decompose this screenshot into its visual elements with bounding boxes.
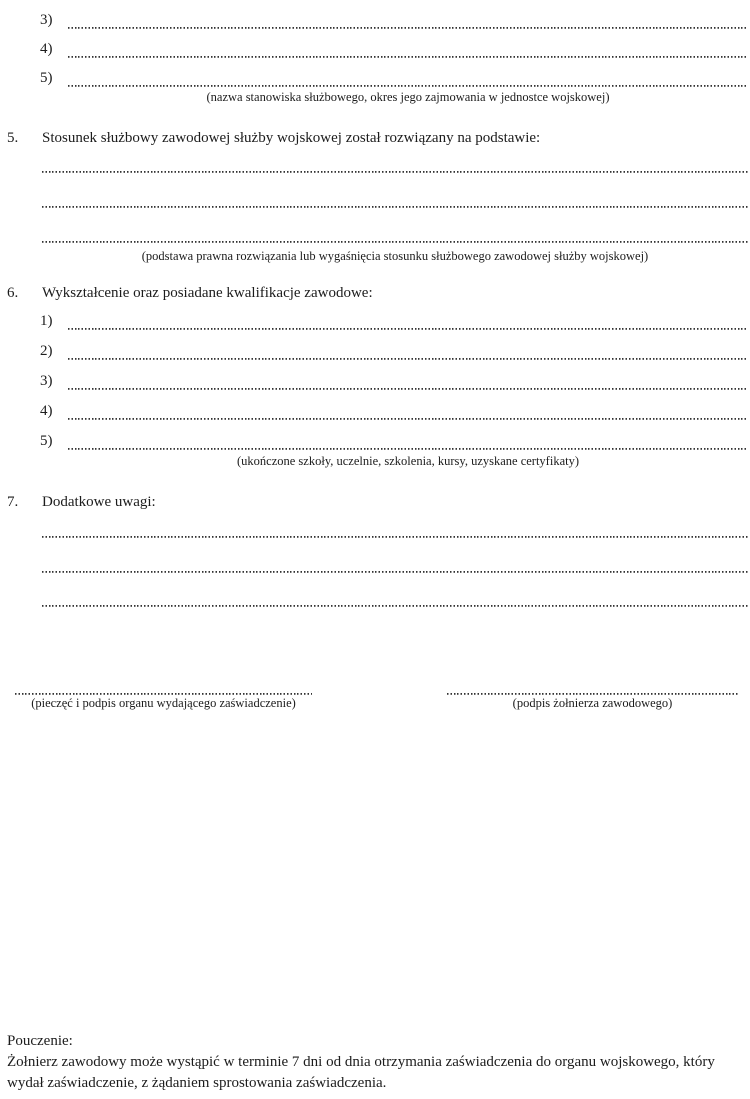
- section-header: [0, 128, 750, 148]
- section-6: [0, 283, 750, 468]
- fill-in-line-row: [0, 390, 750, 420]
- fill-in-line-row: [0, 303, 750, 330]
- section-header: [0, 492, 750, 512]
- dotted-fill-line: [68, 345, 748, 360]
- fill-in-line-row: [0, 148, 750, 173]
- item-number-label: 2): [40, 343, 53, 359]
- fill-in-line-row: [0, 208, 750, 243]
- section-header: [0, 283, 750, 303]
- item-number-label: 4): [40, 41, 53, 57]
- field-caption: (podstawa prawna rozwiązania lub wygaśnięcia stosunku służbowego zawodowej służby wojskowej): [141, 249, 649, 263]
- dotted-fill-line: [68, 14, 748, 29]
- fill-in-line-row: [0, 538, 750, 573]
- section-number: 5.: [7, 130, 19, 146]
- dotted-fill-line: [68, 43, 748, 58]
- dotted-fill-line: [68, 375, 748, 390]
- section-title: Stosunek służbowy zawodowej służby wojskowej został rozwiązany na podstawie:: [42, 130, 541, 146]
- section-title: Dodatkowe uwagi:: [42, 494, 156, 510]
- section-7: [0, 492, 750, 607]
- soldier-signature-caption: (podpis żołnierza zawodowego): [512, 696, 673, 710]
- issuer-signature-line: [15, 678, 312, 695]
- fill-in-line-row: [0, 0, 750, 29]
- dotted-fill-line: [42, 193, 748, 208]
- dotted-fill-line: [42, 592, 748, 607]
- field-caption: (nazwa stanowiska służbowego, okres jego zajmowania w jednostce wojskowej): [206, 90, 610, 104]
- item-number-label: 3): [40, 12, 53, 28]
- soldier-signature: [447, 678, 738, 710]
- dotted-fill-line: [68, 315, 748, 330]
- fill-in-line-row: [0, 29, 750, 58]
- field-caption: (ukończone szkoły, uczelnie, szkolenia, kursy, uzyskane certyfikaty): [237, 454, 579, 468]
- issuer-signature: [15, 678, 312, 710]
- dotted-fill-line: [68, 72, 748, 87]
- item-number-label: 3): [40, 373, 53, 389]
- section-5: [0, 128, 750, 263]
- notice-body: Żołnierz zawodowy może wystąpić w terminie 7 dni od dnia otrzymania zaświadczenia do organu wojskowego, który wydał zaświadczenie, z żądaniem sprostowania zaświadczenia.: [7, 1054, 715, 1091]
- notice-block: [0, 1031, 750, 1094]
- soldier-signature-line: [447, 678, 738, 695]
- item-number-label: 5): [40, 70, 53, 86]
- dotted-fill-line: [42, 558, 748, 573]
- dotted-fill-line: [68, 435, 748, 450]
- item-number-label: 5): [40, 433, 53, 449]
- fill-in-line-row: [0, 573, 750, 607]
- dotted-fill-line: [42, 523, 748, 538]
- fill-in-line-row: [0, 173, 750, 208]
- dotted-fill-line: [42, 158, 748, 173]
- section-number: 6.: [7, 285, 19, 301]
- dotted-fill-line: [42, 228, 748, 243]
- item-number-label: 1): [40, 313, 53, 329]
- fill-in-line-row: [0, 512, 750, 538]
- section-number: 7.: [7, 494, 19, 510]
- signature-block: [0, 678, 750, 710]
- issuer-signature-caption: (pieczęć i podpis organu wydającego zaświadczenie): [31, 696, 296, 710]
- fill-in-line-row: [0, 360, 750, 390]
- dotted-fill-line: [68, 405, 748, 420]
- item-number-label: 4): [40, 403, 53, 419]
- position-entries-block: [0, 0, 750, 104]
- fill-in-line-row: [0, 420, 750, 450]
- section-title: Wykształcenie oraz posiadane kwalifikacje zawodowe:: [42, 285, 373, 301]
- fill-in-line-row: [0, 330, 750, 360]
- fill-in-line-row: [0, 58, 750, 87]
- notice-heading: Pouczenie:: [7, 1033, 73, 1049]
